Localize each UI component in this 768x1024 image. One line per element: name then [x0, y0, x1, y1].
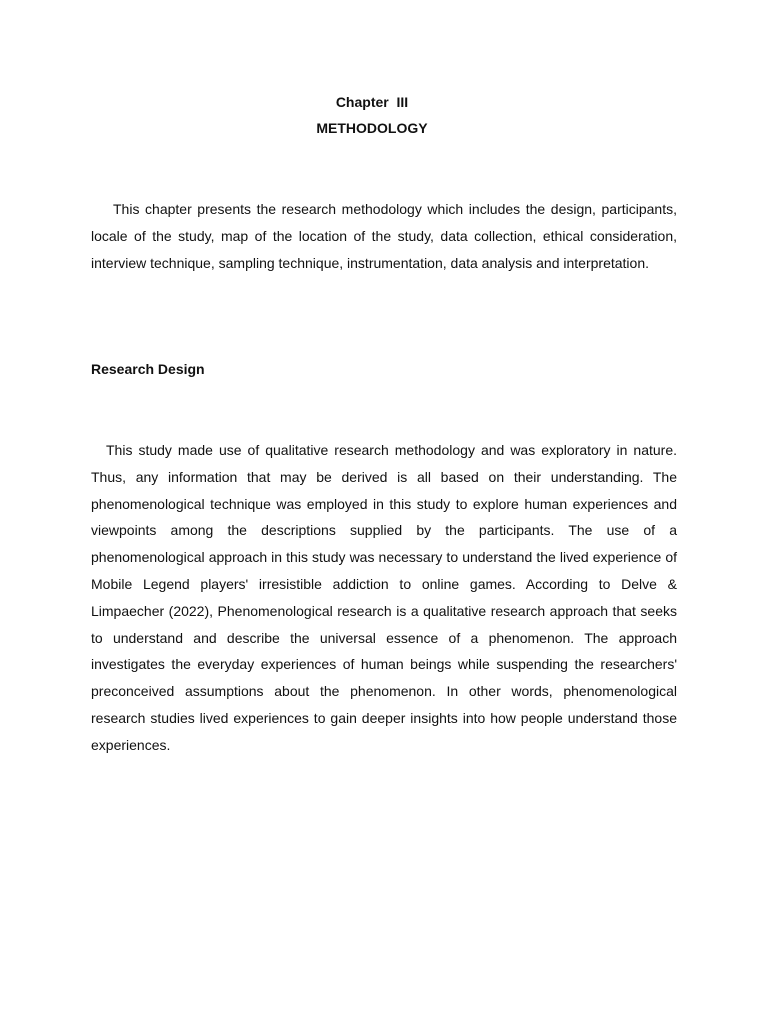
section-heading-research-design: Research Design	[91, 361, 205, 377]
chapter-title: METHODOLOGY	[316, 120, 428, 136]
intro-paragraph: This chapter presents the research methodology which includes the design, participants, locale of the study, map of the location of the study, data collection, ethical consideration, interview technique, sampling technique, instrumentation, data analysis and interpretation.	[91, 201, 677, 271]
chapter-label: Chapter III	[335, 94, 409, 110]
research-design-paragraph: This study made use of qualitative research methodology and was exploratory in nature. Thus, any information that may be derived is all based on their understanding. The phenomenological technique was employed in this study to explore human experiences and viewpoints among the descriptions supplied by the participants. The use of a phenomenological approach in this study was necessary to understand the lived experience of Mobile Legend players' irresistible addiction to online games. According to Delve & Limpaecher (2022), Phenomenological research is a qualitative research approach that seeks to understand and describe the universal essence of a phenomenon. The approach investigates the everyday experiences of human beings while suspending the researchers' preconceived assumptions about the phenomenon. In other words, phenomenological research studies lived experiences to gain deeper insights into how people understand those experiences.	[91, 442, 677, 753]
